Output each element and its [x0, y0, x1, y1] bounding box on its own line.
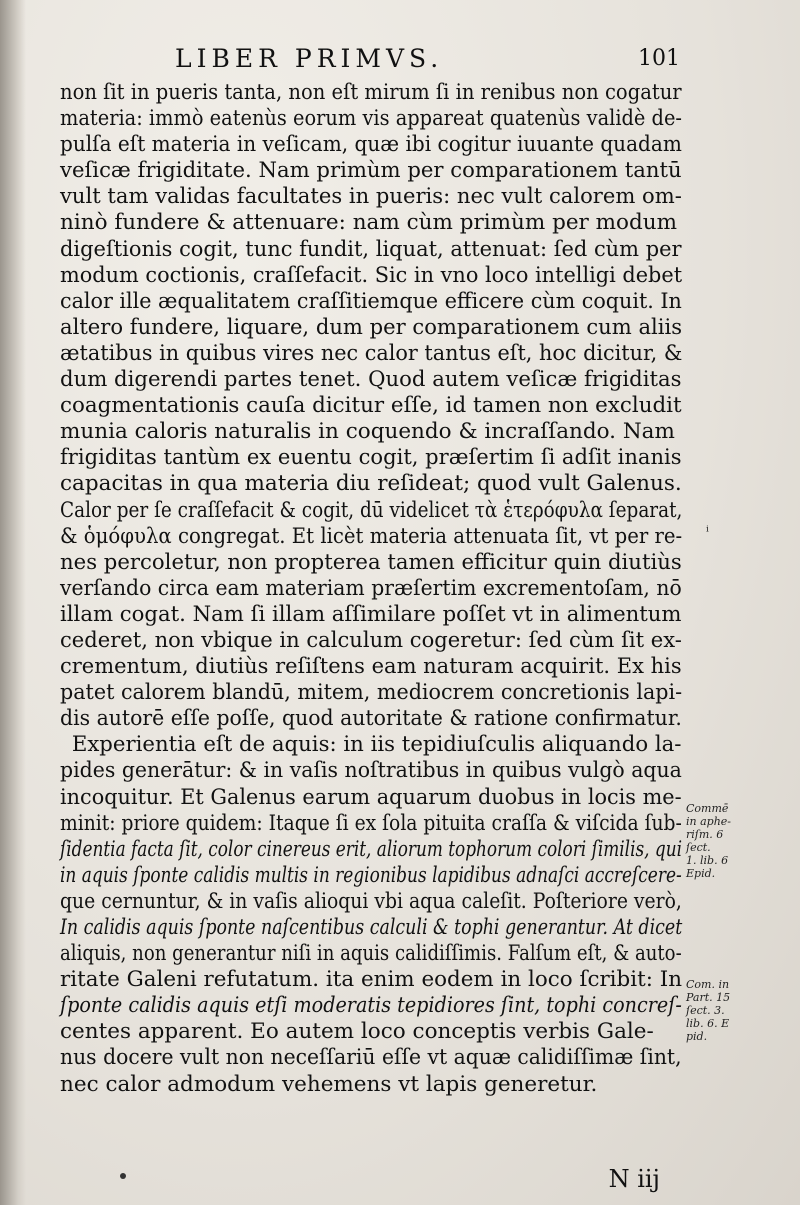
- margin-note: [686, 802, 796, 880]
- text-line: coagmentationis cauſa dicitur eſſe, id tamen non excludit: [60, 393, 682, 419]
- text-line: incoquitur. Et Galenus earum aquarum duobus in locis me-: [60, 784, 682, 810]
- page-number: 101: [638, 46, 680, 71]
- text-line: nec calor admodum vehemens vt lapis generetur.: [60, 1071, 598, 1097]
- text-line: dis autorē eſſe poſſe, quod autoritate & ratione confirmatur.: [60, 706, 682, 732]
- margin-note-line: Epid.: [686, 867, 716, 880]
- text-line: centes apparent. Eo autem loco conceptis verbis Gale-: [60, 1019, 654, 1045]
- text-line: crementum, diutiùs reſiſtens eam naturam acquirit. Ex his: [60, 654, 682, 680]
- text-line: cederet, non vbique in calculum cogeretur: ſed cùm ſit ex-: [60, 627, 682, 653]
- margin-note-line: ſect. 3.: [686, 1004, 725, 1017]
- margin-note-line: Part. 15: [686, 991, 731, 1004]
- text-line: modum coctionis, craſſefacit. Sic in vno loco intelligi debet: [60, 262, 683, 288]
- margin-note-line: riſm. 6: [686, 828, 724, 841]
- ink-dot: [120, 1173, 126, 1179]
- margin-note-line: Commē: [686, 802, 729, 815]
- text-line: pulſa eſt materia in veſicam, quæ ibi cogitur iuuante quadam: [60, 132, 682, 158]
- text-line: nus docere vult non neceſſariū eſſe vt aquæ calidiſſimæ ſint,: [60, 1045, 682, 1071]
- text-line: patet calorem blandū, mitem, mediocrem concretionis lapi-: [60, 680, 683, 706]
- text-line: minit: priore quidem: Itaque ſi ex ſola pituita craſſa & viſcida ſub-: [60, 810, 682, 836]
- text-line: que cernuntur, & in vaſis alioqui vbi aqua caleſit. Poſteriore verò,: [60, 888, 682, 914]
- text-line: ſponte calidis aquis etſi moderatis tepidiores ſint, tophi concreſ-: [60, 993, 682, 1019]
- margin-mark: ⁱ: [706, 524, 709, 540]
- text-line: & ὁμόφυλα congregat. Et licèt materia attenuata ſit, vt per re-: [60, 523, 683, 549]
- text-line: pides generātur: & in vaſis noſtratibus in quibus vulgò aqua: [60, 758, 682, 784]
- text-line: frigiditas tantùm ex euentu cogit, præſertim ſi adſit inanis: [60, 445, 682, 471]
- text-line: digeſtionis cogit, tunc fundit, liquat, attenuat: ſed cùm per: [60, 236, 682, 262]
- margin-note-line: in aphe-: [686, 815, 732, 828]
- margin-note-line: Com. in: [686, 978, 730, 991]
- running-head: LIBER PRIMVS.: [175, 44, 444, 73]
- page-header: [60, 44, 680, 80]
- page-footer: [60, 1165, 680, 1195]
- margin-note-line: lib. 6. E: [686, 1017, 730, 1030]
- text-line: ritate Galeni refutatum. ita enim eodem in loco ſcribit: In: [60, 967, 683, 993]
- text-line: vult tam validas facultates in pueris: nec vult calorem om-: [60, 184, 682, 210]
- text-line: in aquis ſponte calidis multis in regionibus lapidibus adnaſci accreſcere-: [60, 862, 682, 888]
- text-line: Experientia eſt de aquis: in iis tepidiuſculis aliquando la-: [71, 732, 682, 758]
- text-line: munia caloris naturalis in coquendo & incraſſando. Nam: [60, 419, 675, 445]
- margin-note-line: 1. lib. 6: [686, 854, 729, 867]
- margin-note-line: pid.: [686, 1030, 708, 1043]
- margin-note: [686, 978, 796, 1043]
- text-line: illam cogat. Nam ſi illam aſſimilare poſſet vt in alimentum: [60, 601, 682, 627]
- text-line: In calidis aquis ſponte naſcentibus calculi & tophi generantur. At dicet: [60, 915, 683, 940]
- text-line: veſicæ frigiditate. Nam primùm per comparationem tantū: [60, 158, 682, 184]
- text-line: capacitas in qua materia diu reſideat; quod vult Galenus.: [60, 471, 682, 497]
- text-line: ætatibus in quibus vires nec calor tantus eſt, hoc dicitur, &: [60, 340, 683, 366]
- text-line: materia: immò eatenùs eorum vis appareat quatenùs validè de-: [60, 106, 682, 132]
- text-line: verſando circa eam materiam præſertim excrementoſam, nō: [60, 575, 682, 601]
- gutter-shadow: [0, 0, 26, 1205]
- text-line: non ſit in pueris tanta, non eſt mirum ſi in renibus non cogatur: [60, 80, 682, 105]
- text-line: altero fundere, liquare, dum per comparationem cum aliis: [60, 314, 683, 340]
- text-line: ſidentia facta ſit, color cinereus erit, aliorum tophorum colori ſimilis, qui: [60, 836, 683, 862]
- text-line: dum digerendi partes tenet. Quod autem veſicæ frigiditas: [60, 367, 682, 393]
- margin-note-line: ſect.: [686, 841, 711, 854]
- text-line: Calor per ſe craſſefacit & cogit, dū videlicet τὰ ἑτερόφυλα ſeparat,: [60, 497, 683, 523]
- signature-mark: N iij: [608, 1165, 660, 1193]
- text-line: ninò fundere & attenuare: nam cùm primùm per modum: [60, 210, 678, 236]
- body-text: [60, 80, 682, 1098]
- text-line: aliquis, non generantur niſi in aquis calidiſſimis. Falſum eſt, & auto-: [60, 941, 682, 967]
- text-line: calor ille æqualitatem craſſitiemque efficere cùm coquit. In: [60, 288, 682, 314]
- text-line: nes percoletur, non propterea tamen efficitur quin diutiùs: [60, 549, 682, 575]
